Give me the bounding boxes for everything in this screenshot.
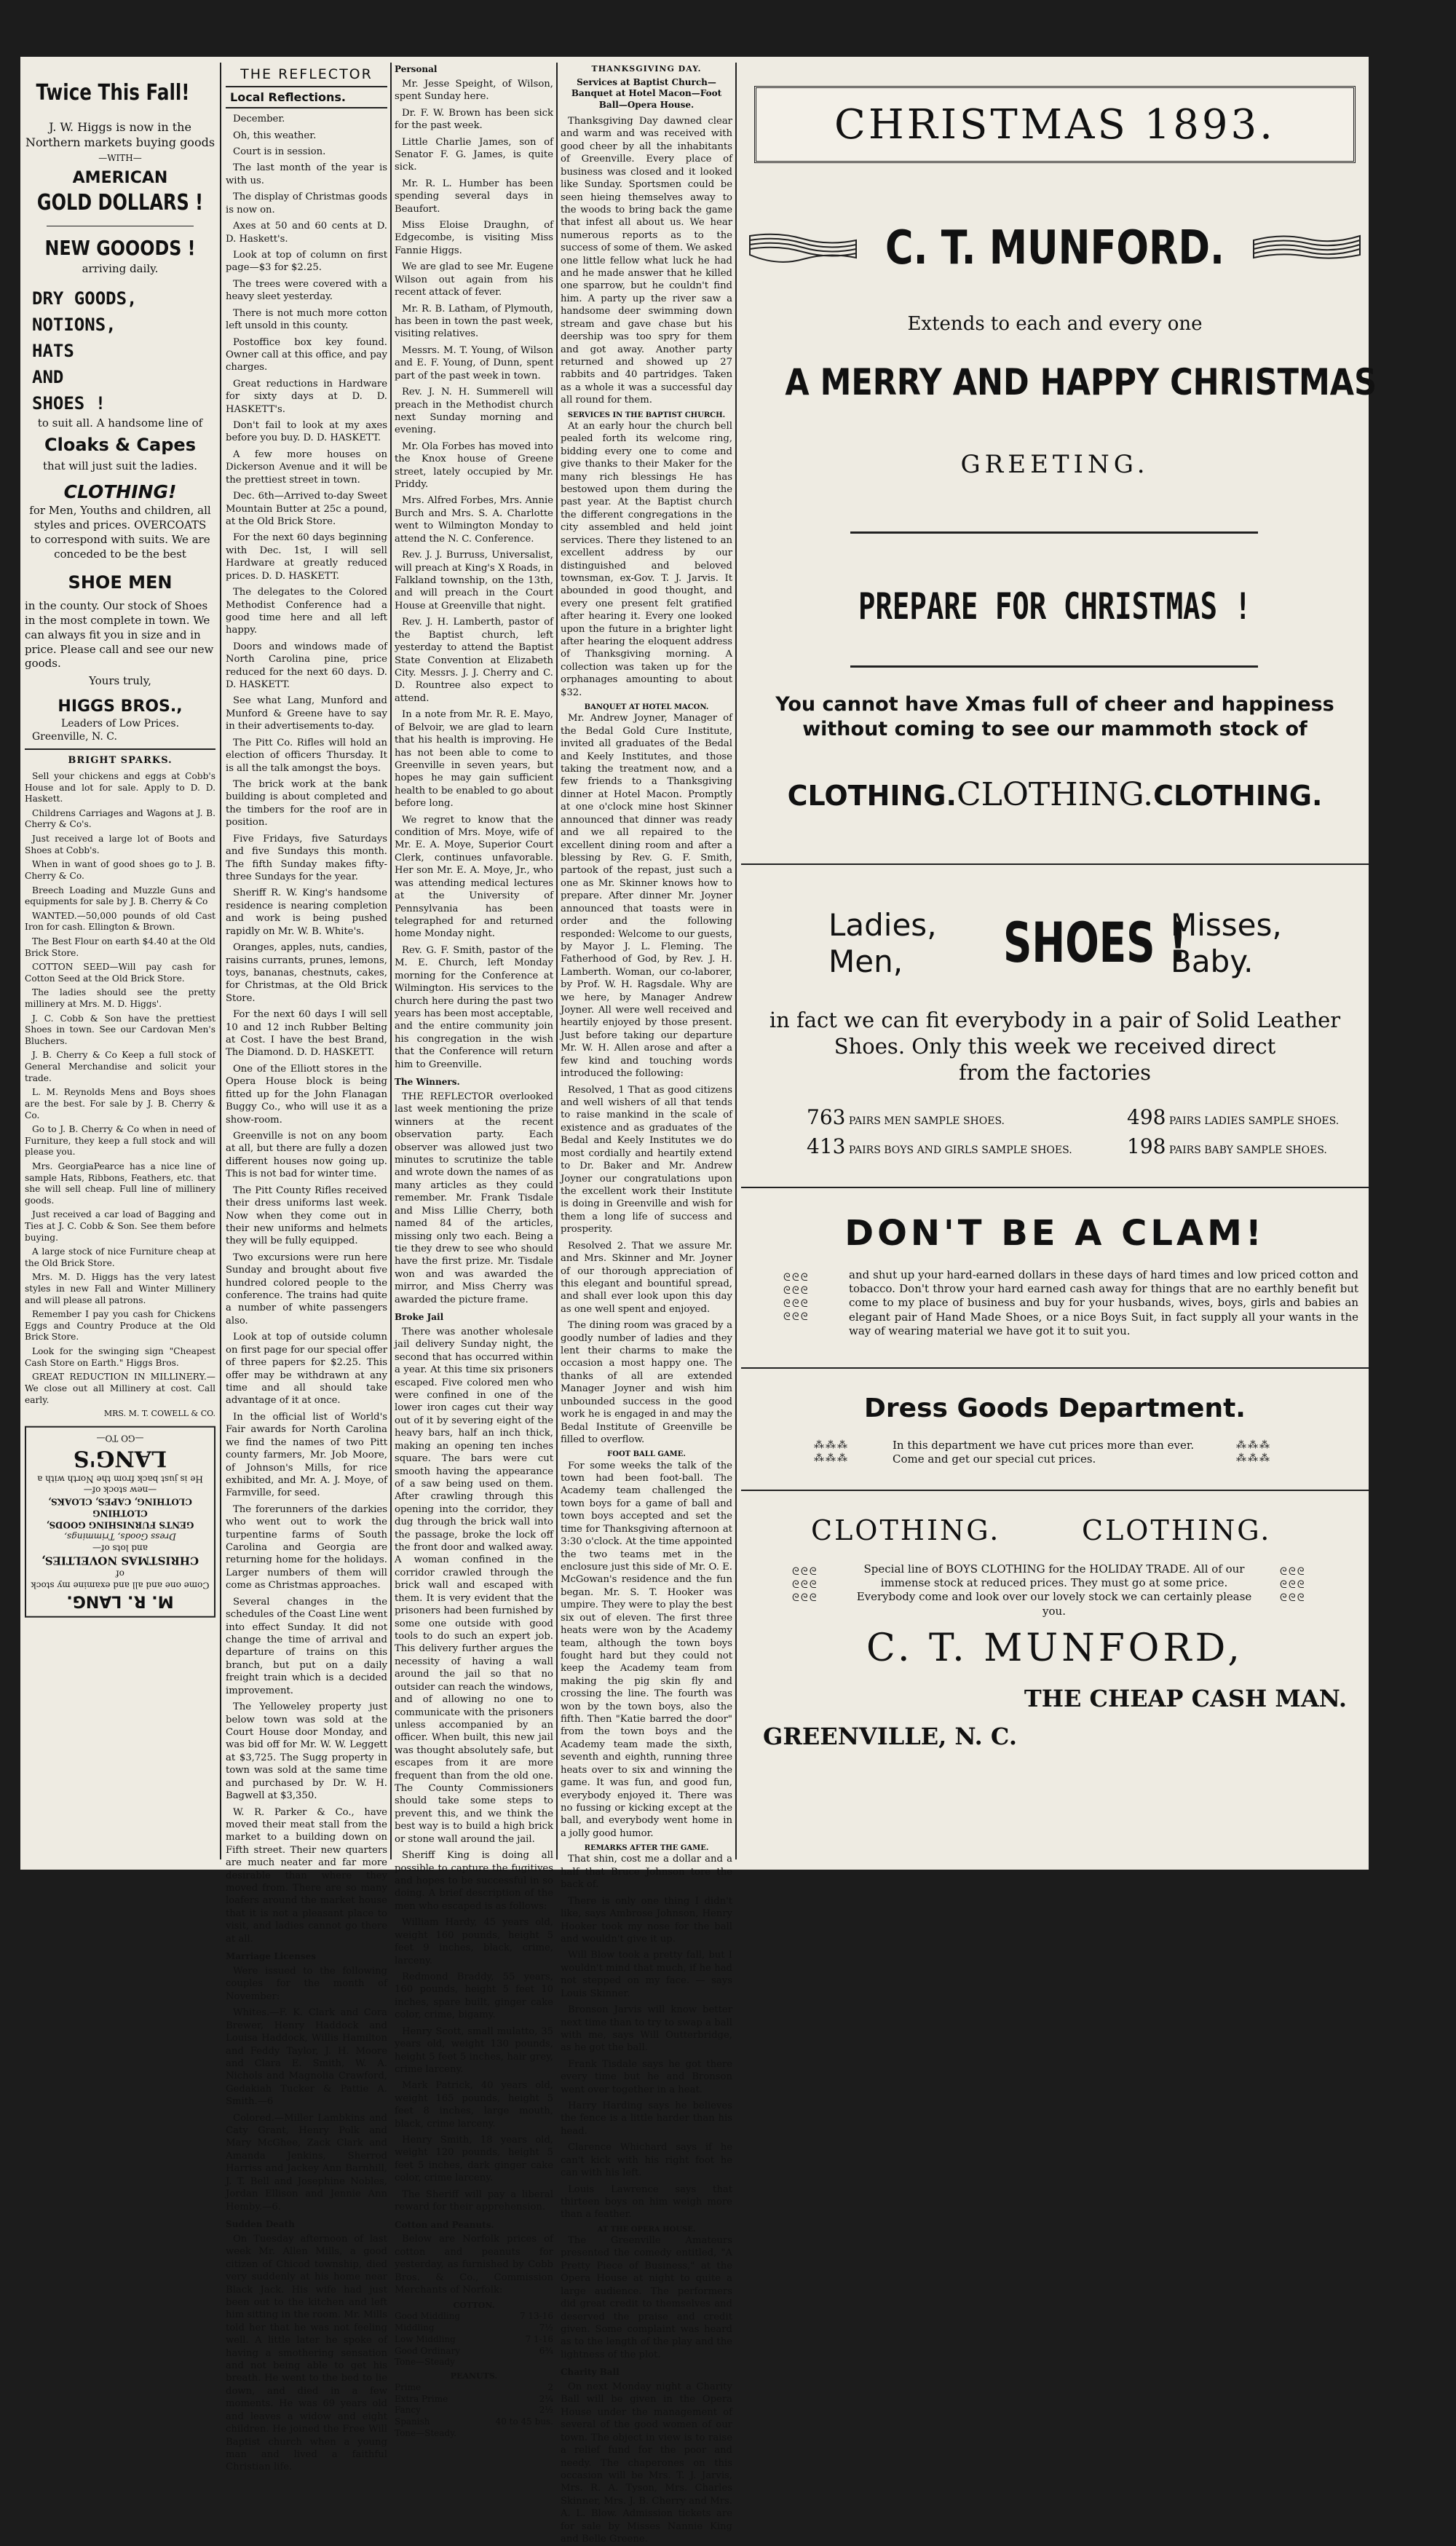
personal-item: Miss Eloise Draughn, of Edgecombe, is visiting Miss Fannie Higgs. <box>395 220 553 256</box>
subheading: AT THE OPERA HOUSE. <box>597 2225 696 2234</box>
article-text: At an early hour the church bell pealed forth its welcome ring, bidding every one to come and give thanks to their Maker for the many rich blessings He has bestowed upon them during the past year. At the Baptist church the different congregations in the city assembled and held joint services. There they listened to an excellent address by our distinguished and beloved townsman, ex-Gov. T. J. Jarvis. It abounded in good thought, and every one present felt gratified after hearing it. Every one looked upon the future in a brighter light after hearing the eloquent address of Thanksgiving morning. A collection was taken up for the orphanages amounting to about $32. <box>561 420 732 698</box>
spark-item: L. M. Reynolds Mens and Boys shoes are the best. For sale by J. B. Cherry & Co. <box>25 1087 215 1120</box>
personal-item: Messrs. M. T. Young, of Wilson and E. F. Young, of Dunn, spent part of the past week in town. <box>395 344 553 381</box>
higgs-intro: J. W. Higgs is now in the Northern markets buying goods <box>25 119 215 149</box>
clothing-row <box>741 776 1369 813</box>
clothing-word: CLOTHING. <box>956 776 1154 813</box>
local-reflections-column <box>226 63 387 2473</box>
price-row <box>395 2405 553 2416</box>
local-item: Two excursions were run here Sunday and brought about five hundred colored people to the conference. The trains had quite a number of white passengers also. <box>226 1252 387 1327</box>
local-items <box>226 113 387 1945</box>
thanksgiving-subhead: Services at Baptist Church—Banquet at Hotel Macon—Foot Ball—Opera House. <box>571 76 722 111</box>
peanuts-label: PEANUTS. <box>450 2371 498 2381</box>
american-label: AMERICAN <box>72 168 168 187</box>
shell-ornament-icon <box>783 1271 810 1324</box>
personal-item: Rev. J. N. H. Summerell will preach in the Methodist church next Sunday morning and evening. <box>395 387 553 436</box>
lang-name: M. R. LANG. <box>66 1592 174 1610</box>
hats: HATS <box>32 341 74 362</box>
price-value: 40 to 45 bus. <box>495 2416 553 2427</box>
sparks-list <box>25 771 215 1419</box>
price-value: 7½ <box>539 2322 553 2333</box>
banner-text: CHRISTMAS 1893. <box>834 100 1275 149</box>
price-row <box>395 2357 553 2368</box>
column-rule <box>390 63 392 1859</box>
article-text: For some weeks the talk of the town had been foot-ball. The Academy team challenged the town boys for a game of ball and town boys accepted and set the time for Thanksgiving afternoon at 3:30 o'clock. At the time appointed the two teams met in the enclosure just this side of Mr. O. E. McGowan's residence and the fun began. Mr. S. T. Hooker was umpire. They were to play the best six out of eleven. The first three heats were won by the Academy team, although the town boys fought hard but they could not keep the Academy team from making the pig skin fly and crossing the line. The fourth was won by the town boys, also the fifth. Then "Katie barred the door" from the town boys and the Academy team made the sixth, seventh and eighth, running three heats over to six and winning the game. It was fun, and good fun, everybody enjoyed it. There was no fussing or kicking except at the ball, and everybody went home in a jolly good humor. <box>561 1460 732 1839</box>
higgs-advertisement-column <box>25 63 215 1862</box>
lang-line: CLOTHING, CAPES, CLOAKS, <box>48 1497 192 1508</box>
spark-item: The ladies should see the pretty millinery at Mrs. M. D. Higgs'. <box>25 987 215 1010</box>
spark-item: Go to J. B. Cherry & Co when in need of Furniture, they keep a full stock and will please you. <box>25 1124 215 1158</box>
local-item: Axes at 50 and 60 cents at D. D. Haskett's. <box>226 221 387 245</box>
count-number: 198 <box>1127 1134 1166 1158</box>
lang-line: —new stock of— <box>83 1485 157 1496</box>
local-item: Postoffice box key found. Owner call at this office, and pay charges. <box>226 336 387 373</box>
local-item: Greenville is not on any boom at all, but there are fully a dozen different houses now going up. This is not bad for winter time. <box>226 1130 387 1180</box>
gold-dollars: GOLD DOLLARS ! <box>36 189 204 216</box>
local-item: See what Lang, Munford and Munford & Greene have to say in their advertisements to-day. <box>226 695 387 732</box>
price-value: 7 13-16 <box>519 2311 553 2322</box>
marriage-text: Were issued to the following couples for the month of November: <box>226 1965 387 2002</box>
jail-text: The Sheriff will pay a liberal reward for their apprehension. <box>395 2189 553 2213</box>
greeting: GREETING. <box>960 450 1150 479</box>
marriage-text: Whites.—F. K. Clark and Cora Brewer, Henry Haddock and Louisa Haddock, Willis Hamilton and Feddy Taylor, J. H. Moore and Clara E. Smith, W. A. Nichols and Magnolia Crawford, Gedakiah Tucker & Pattie A. Smith.—6 <box>226 2007 387 2108</box>
personal-column <box>395 63 553 2438</box>
jail-text: Redmond Braddy, 55 years, 160 pounds, height 5 feet 10 inches, spare built, ginger cake color, crime, bigamy. <box>395 1971 553 2021</box>
count-label: PAIRS BABY SAMPLE SHOES. <box>1168 1144 1327 1156</box>
spark-item: Remember I pay you cash for Chickens Eggs and Country Produce at the Old Brick Store. <box>25 1309 215 1343</box>
personal-item: Mr. R. L. Humber has been spending several days in Beaufort. <box>395 178 553 215</box>
and-label: AND <box>32 367 64 388</box>
local-item: The forerunners of the darkies who went out to work the turpentine farms of South Carolina and Georgia are returning home for the holidays. Larger numbers of them will come as Christmas approaches. <box>226 1503 387 1592</box>
jail-text: There was another wholesale jail delivery Sunday night, the second that has occurred within a year. At this time six prisoners escaped. Five colored men who were confined in one of the lower iron cages cut their way out of it by severing eight of the heavy bars, half an inch thick, making an opening ten inches square. The bars were cut smooth having the appearance of a saw being used on them. After crawling through this opening into the corridor, they dug through the brick wall into the passage, broke the lock off the front door and walked away. A woman confined in the corridor crawled through the brick wall and escaped with them. It is very evident that the prisoners had been furnished by some one outside with good tools to do such an expert job. This delivery further argues the necessity of having a wall around the jail so that no outsider can reach the windows, and of allowing no one to communicate with the prisoners unless accompanied by an officer. When built, this new jail was thought absolutely safe, but escapes from it are more frequent than from the old one. The County Commissioners should take some steps to prevent this, and we think the best way is to build a high brick or stone wall around the jail. <box>395 1326 553 1845</box>
column-rule <box>220 63 221 1859</box>
dot-glyphs: ⁂⁂⁂ <box>1236 1439 1271 1451</box>
christmas-banner <box>754 86 1356 163</box>
lang-line: Dress Goods, Trimmings, <box>64 1531 176 1542</box>
suit-ladies: that will just suit the ladies. <box>43 459 197 473</box>
thanksgiving-column <box>561 63 732 2545</box>
local-item: The Pitt Co. Rifles will hold an election of officers Thursday. It is all the talk amongst the boys. <box>226 737 387 774</box>
greenville-footer: GREENVILLE, N. C. <box>763 1723 1017 1750</box>
count-men <box>807 1105 1005 1129</box>
misses-baby <box>1171 907 1282 981</box>
ornament-left-icon <box>814 1439 849 1465</box>
price-value: 2 <box>547 2381 553 2392</box>
marriage-heading: Marriage Licenses <box>226 1951 317 1962</box>
article-text: Mr. Andrew Joyner, Manager of the Bedal Gold Cure Institute, invited all graduates of the Bedal and Keely Institutes, and those taking the treatment now, and a few friends to a Thanksgiving dinner at Hotel Macon. Promptly at one o'clock mine host Skinner announced that dinner was ready and we all repaired to the excellent dining room and after a blessing by Rev. G. F. Smith, partook of the repast, just such a one as Mr. Skinner knows how to prepare. After dinner Mr. Joyner announced that toasts were in order and the following responded: Welcome to our guests, by Mayor J. L. Fleming. The Fatherhood of God, by Rev. J. H. Lamberth. Woman, our co-laborer, by Prof. W. H. Ragsdale. Why are we here, by Manager Andrew Joyner. All were well received and heartily enjoyed by those present. Just before taking our departure Mr. W. H. Allen arose and after a few kind and touching words introduced the following: <box>561 713 732 1080</box>
xmas-line-2: without coming to see our mammoth stock of <box>802 718 1307 740</box>
price-row <box>395 2311 553 2322</box>
lang-advertisement-inverted <box>25 1426 215 1618</box>
price-row <box>395 2428 553 2440</box>
local-item: Look at top of outside column on first page for our special offer of three papers for $2.25. This offer may be withdrawn at any time and all should take advantage of it at once. <box>226 1332 387 1407</box>
death-heading: Sudden Death <box>226 2218 295 2229</box>
thanksgiving-heading: THANKSGIVING DAY. <box>591 64 702 74</box>
local-item: The last month of the year is with us. <box>226 162 387 186</box>
price-value: 7 1-16 <box>525 2333 553 2344</box>
cheap-cash-man: THE CHEAP CASH MAN. <box>1024 1685 1347 1712</box>
article-text: That shin, cost me a dollar and a half that Bruce Johnson tore the back of. <box>561 1854 732 1891</box>
extends-text: Extends to each and every one <box>907 313 1203 335</box>
notions: NOTIONS, <box>32 315 116 336</box>
ladies-men <box>828 907 937 981</box>
price-label: Tone—Steady <box>395 2357 455 2368</box>
count-label: PAIRS LADIES SAMPLE SHOES. <box>1168 1115 1340 1127</box>
spark-item: Sell your chickens and eggs at Cobb's House and lot for sale. Apply to D. D. Haskett. <box>25 771 215 804</box>
price-value: 2½ <box>539 2405 553 2416</box>
personal-item: We regret to know that the condition of Mrs. Moye, wife of Mr. E. A. Moye, Superior Court Clerk, continues unfavorable. Her son Mr. E. A. Moye, Jr., who was attending medical lectures at the University of Pennsylvania has been telegraphed for and returned home Monday night. <box>395 814 553 940</box>
personal-item: Little Charlie James, son of Senator F. G. James, is quite sick. <box>395 136 553 173</box>
spark-item: Mrs. M. D. Higgs has the very latest styles in new Fall and Winter Millinery and will please all patrons. <box>25 1272 215 1305</box>
local-item: The brick work at the bank building is about completed and the timbers for the roof are in position. <box>226 779 387 829</box>
personal-item: Rev. G. F. Smith, pastor of the M. E. Church, left Monday morning for the Conference at Wilmington. His services to the church here during the past two years has been most acceptable, and the entire community join his congregation in the wish that the Conference will return him to Greenville. <box>395 944 553 1070</box>
shell-glyphs: ᘓᘓᘓ <box>783 1311 810 1323</box>
baby: Baby. <box>1171 944 1254 980</box>
bright-sparks: BRIGHT SPARKS. <box>68 754 173 766</box>
article-text: The dining room was graced by a goodly number of ladies and they lent their charms to make the occasion a most happy one. The thanks of all are extended Manager Joyner and wish him unbounded success in the good work he is engaged in and may the Bedal Institute of Greenville be filled to overflow. <box>561 1320 732 1445</box>
jail-text: Mark Patrick, 40 years old, weight 165 pounds, height 5 feet 8 inches, large mouth, black, crime larceny. <box>395 2080 553 2130</box>
local-item: For the next 60 days I will sell 10 and 12 inch Rubber Belting at Cost. I have the best Brand, The Diamond. D. D. HASKETT. <box>226 1009 387 1059</box>
greenville: Greenville, N. C. <box>32 731 117 743</box>
jail-text: Henry Scott, small mulatto, 35 years old, weight 130 pounds, height 5 feet 5 inches, hair grey, crime larceny. <box>395 2025 553 2075</box>
subheading: SERVICES IN THE BAPTIST CHURCH. <box>567 411 726 419</box>
article-text: Clarence Whichard says if he can't kick with his right foot he can with his left. <box>561 2142 732 2179</box>
spark-item: J. B. Cherry & Co Keep a full stock of General Merchandise and solicit your trade. <box>25 1050 215 1083</box>
spark-item: When in want of good shoes go to J. B. Cherry & Co. <box>25 859 215 881</box>
divider <box>25 748 215 750</box>
spark-item: Just received a car load of Bagging and Ties at J. C. Cobb & Son. See them before buying. <box>25 1209 215 1243</box>
merry-christmas: A MERRY AND HAPPY CHRISTMAS <box>785 361 1377 403</box>
spark-item: Mrs. GeorgiaPearce has a nice line of sample Hats, Ribbons, Feathers, etc. that she will sell cheap. Full line of millinery goods. <box>25 1161 215 1206</box>
local-item: One of the Elliott stores in the Opera House block is being fitted up for the John Flanagan Buggy Co., who will use it as a show-room. <box>226 1063 387 1126</box>
local-item: The delegates to the Colored Methodist Conference had a good time here and all left happy. <box>226 587 387 636</box>
local-item: The trees were covered with a heavy sleet yesterday. <box>226 278 387 303</box>
article-text: Harry Harding says he believes the fence is a little harder than his head. <box>561 2100 732 2137</box>
shoes-row <box>741 907 1369 995</box>
price-label: Tone—Steady. <box>395 2427 457 2438</box>
local-item: December. <box>233 114 285 125</box>
subheading: BANQUET AT HOTEL MACON. <box>584 703 709 712</box>
local-item: The display of Christmas goods is now on. <box>226 191 387 216</box>
clothing-word: CLOTHING. <box>787 780 957 812</box>
spark-item: Look for the swinging sign "Cheapest Cash Store on Earth." Higgs Bros. <box>25 1346 215 1368</box>
divider <box>741 1490 1369 1491</box>
spark-item: The Best Flour on earth $4.40 at the Old Brick Store. <box>25 936 215 958</box>
article-text: Louis Lawrence says that thirteen boys on him weigh more than a feather. <box>561 2183 732 2221</box>
spark-item: COTTON SEED—Will pay cash for Cotton Seed at the Old Brick Store. <box>25 962 215 984</box>
prepare-christmas: PREPARE FOR CHRISTMAS ! <box>858 585 1252 628</box>
local-item: The Pitt County Rifles received their dress uniforms last week. Now when they come out in their new uniforms and helmets they will be fully equipped. <box>226 1185 387 1247</box>
price-label: Good Ordinary <box>395 2345 461 2356</box>
price-row <box>395 2346 553 2357</box>
article-text: Will Blow took a pretty fall, but I wouldn't mind that much, if he had not stepped on my face. — says Louis Skinner. <box>561 1950 732 1999</box>
munford-name: C. T. MUNFORD. <box>885 221 1224 275</box>
lang-line: Come one and all and examine my stock of <box>31 1569 210 1591</box>
local-item: Dec. 6th—Arrived to-day Sweet Mountain Butter at 25c a pound, at the Old Brick Store. <box>226 491 387 527</box>
price-value: 6¾ <box>539 2345 553 2356</box>
clothing-word: CLOTHING. <box>811 1514 1001 1546</box>
cotton-text: Below are Norfolk prices of cotton and peanuts for yesterday, as furnished by Cobb Bros. & Co., Commission Merchants of Norfolk: <box>395 2234 553 2296</box>
shell-glyphs: ᘓᘓᘓ <box>1280 1579 1306 1591</box>
personal-heading: Personal <box>395 64 438 74</box>
masthead: THE REFLECTOR <box>226 66 387 87</box>
yours-truly: Yours truly, <box>89 674 151 688</box>
column-rule <box>735 63 737 1859</box>
shell-glyphs: ᘓᘓᘓ <box>792 1579 818 1591</box>
dry-goods: DRY GOODS, <box>32 288 138 309</box>
count-boys <box>807 1134 1072 1158</box>
article-text: Resolved, 1 That as good citizens and well wishers of all that tends to raise mankind in the scale of existence and as graduates of the Bedal and Keely Institutes we do most cordially and heartily extend to Dr. Baker and Mr. Andrew Joyner our congratulations upon the excellent work their Institute is doing in Greenville and wish for them a long life of success and prosperity. <box>561 1084 732 1236</box>
personal-items <box>395 78 553 1071</box>
price-value: 2¼ <box>539 2393 553 2404</box>
shell-glyphs: ᘓᘓᘓ <box>792 1592 818 1604</box>
suit-all: to suit all. A handsome line of <box>37 416 203 430</box>
personal-item: Mr. Ola Forbes has moved into the Knox house of Greene street, lately occupied by Mr. Priddy. <box>395 440 553 491</box>
price-row <box>395 2382 553 2394</box>
cotton-prices <box>395 2311 553 2368</box>
death-text: On Tuesday afternoon of last week Mr. Allen Mills, a good citizen of Chicod township, died very suddenly at his home near Black Jack. His wife had just been out to the kitchen and left him sitting in the room. Mr. Mills told her that he was not feeling well. A little later he spoke of having a smothering sensation and not being able to get his breath. He went to the bed to lie down, and died in a few moments. He was 69 years old and leaves a widow and eight children. He joined the Free Will Baptist church when a young man and lived a faithful Christian life. <box>226 2233 387 2473</box>
divider <box>741 1187 1369 1188</box>
local-item: Oh, this weather. <box>233 130 317 141</box>
peanut-prices <box>395 2382 553 2440</box>
dress-goods-text: In this department we have cut prices more than ever. Come and get our special cut prices. <box>893 1439 1195 1466</box>
local-item: For the next 60 days beginning with Dec. 1st, I will sell Hardware at greatly reduced prices. D. D. HASKETT. <box>226 532 387 582</box>
munford-advertisement <box>741 57 1377 1870</box>
local-item: W. R. Parker & Co., have moved their meat stall from the market to a building down on Fifth street. Their new quarters are much neater and far more desirable than where they moved from. There are so many loafers around the market house that it is not a pleasant place to visit, and ladies cannot go there at all. <box>226 1806 387 1945</box>
cotton-label: COTTON. <box>453 2300 495 2310</box>
shoes-big: SHOES ! <box>1003 910 1187 975</box>
article-text: There is only one thing I didn't like, says Ambrose Johnson, Henry Hooker took my nose for the ball and wouldn't give it up. <box>561 1895 732 1945</box>
newspaper-page <box>20 57 1377 2545</box>
spark-item: J. C. Cobb & Son have the prettiest Shoes in town. See our Cardovan Men's Bluchers. <box>25 1013 215 1046</box>
count-baby <box>1127 1134 1327 1158</box>
lang-line: and lots of— <box>92 1543 148 1554</box>
ornament-right-icon <box>1280 1565 1306 1605</box>
subheading: FOOT BALL GAME. <box>607 1450 686 1459</box>
price-label: Spanish <box>395 2416 430 2427</box>
arriving-daily: arriving daily. <box>82 262 159 276</box>
count-number: 763 <box>807 1105 846 1129</box>
local-item: Oranges, apples, nuts, candies, raisins currants, prunes, lemons, toys, bananas, chestnuts, cakes, for Christmas, at the Old Brick Store. <box>226 942 387 1004</box>
price-row <box>395 2334 553 2346</box>
clam-text: and shut up your hard-earned dollars in these days of hard times and low priced cotton and tobacco. Don't throw your hard earned cash away for things that are no earthly benefit but come to my place of business and buy for your husbands, wives, boys, girls and babies an elegant pair of Hand Made Shoes, or a nice Boys Suit, in fact supply all your wants in the way of wearing material we have got it to suit you. <box>849 1268 1358 1337</box>
lang-title: LANG'S <box>73 1445 167 1471</box>
spark-item: GREAT REDUCTION IN MILLINERY.—We close out all Millinery at cost. Call early. <box>25 1372 215 1405</box>
fit-line-1: in fact we can fit everybody in a pair of Solid Leather <box>769 1008 1341 1032</box>
divider <box>850 665 1258 668</box>
count-ladies <box>1127 1105 1339 1129</box>
price-row <box>395 2394 553 2405</box>
cotton-heading: Cotton and Peanuts. <box>395 2219 494 2230</box>
price-label: Fancy <box>395 2405 421 2416</box>
local-item: Look at top of column on first page—$3 for $2.25. <box>226 249 387 274</box>
shell-glyphs: ᘓᘓᘓ <box>1280 1566 1306 1578</box>
higgs-bros: HIGGS BROS., <box>58 697 183 716</box>
winners-text: THE REFLECTOR overlooked last week mentioning the prize winners at the recent observation party. Each observer was allowed just two minutes to scrutinize the table and wrote down the names of as many articles as they could remember. Mr. Frank Tisdale and Miss Lillie Cherry, both named 84 of the articles, missing only two each. Being a tie they drew to see who should have the first prize. Mr. Tisdale won and was awarded the mirror, and Miss Cherry was awarded the picture frame. <box>395 1091 553 1305</box>
ornament-left-icon <box>792 1565 818 1605</box>
lang-line: GENTS FURNISHING GOODS, CLOTHING <box>46 1508 194 1530</box>
dot-glyphs: ⁂⁂⁂ <box>814 1452 849 1464</box>
ladies: Ladies, <box>828 907 937 943</box>
lang-line: —GO TO— <box>96 1434 144 1444</box>
shell-glyphs: ᘓᘓᘓ <box>783 1298 810 1310</box>
jail-text: Sheriff King is doing all possible to capture the fugitives and hopes to be successful in so doing. A brief description of the men who escaped is as follows: <box>395 1850 553 1912</box>
local-item: Court is in session. <box>233 146 326 158</box>
subheading: REMARKS AFTER THE GAME. <box>584 1844 709 1853</box>
count-number: 498 <box>1127 1105 1166 1129</box>
new-goods: NEW GOOODS ! <box>44 236 196 261</box>
article-text: On next Monday night a Charity Ball will be given in the Opera House under the management of several of the good women of our town. The object in view is to raise a relief fund for the poor and needy. The chaperones on this occasion will be Mrs. T. J. Jarvis, Mrs. R. A. Tyson, Mrs. Charles Skinner, Mrs. J. B. Cherry and Mrs. A. L. Blow. Admission tickets are for sale by Misses Nannie King and Belle Greene. <box>561 2381 732 2545</box>
xmas-line-1: You cannot have Xmas full of cheer and happiness <box>775 693 1334 716</box>
local-item: Sheriff R. W. King's handsome residence is nearing completion and work is being pushed rapidly on Mr. W. B. White's. <box>226 887 387 937</box>
broke-jail-heading: Broke Jail <box>395 1312 444 1323</box>
clothing-word: CLOTHING. <box>1082 1514 1272 1546</box>
local-item: The Yelloweley property just below town was sold at the Court House door Monday, and was bid off for Mr. W. W. Leggett at $3,725. The Sugg property in town was sold at the same time and purchased by Dr. W. H. Bagwell at $3,350. <box>226 1701 387 1802</box>
munford-name-footer: C. T. MUNFORD, <box>866 1626 1243 1670</box>
twice-headline: Twice This Fall! <box>36 80 190 106</box>
cloaks-capes: Cloaks & Capes <box>44 434 196 455</box>
local-item: Five Fridays, five Saturdays and five Sundays this month. The fifth Sunday makes fifty-three Sundays for the year. <box>226 833 387 882</box>
shoes: SHOES ! <box>32 393 106 414</box>
spark-item: A large stock of nice Furniture cheap at the Old Brick Store. <box>25 1246 215 1268</box>
fit-line-3: from the factories <box>958 1060 1152 1085</box>
count-label: PAIRS MEN SAMPLE SHOES. <box>848 1115 1005 1127</box>
divider <box>741 1367 1369 1369</box>
personal-item: Mrs. Alfred Forbes, Mrs. Annie Burch and Mrs. S. A. Charlotte went to Wilmington Monday to attend the N. C. Conference. <box>395 495 553 545</box>
misses: Misses, <box>1171 907 1282 943</box>
goods-list <box>25 285 215 416</box>
with-label: —WITH— <box>98 152 142 163</box>
personal-item: In a note from Mr. R. E. Mayo, of Belvoir, we are glad to learn that his health is improving. He has not been able to come to Greenville in seven years, but hopes he may gain sufficient health to be enabled to go about before long. <box>395 709 553 810</box>
leaders: Leaders of Low Prices. <box>60 717 180 730</box>
dot-glyphs: ⁂⁂⁂ <box>814 1439 849 1451</box>
price-row <box>395 2416 553 2428</box>
shell-glyphs: ᘓᘓᘓ <box>1280 1592 1306 1604</box>
article-text: Thanksgiving Day dawned clear and warm and was received with good cheer by all the inhabitants of Greenville. Every place of business was closed and it looked like Sunday. Sportsmen could be seen hieing themselves away to the woods to bring back the game that infest all about us. We hear numerous reports as to the success of some of them. We asked one little fellow what luck he had and he made answer that he killed one sparrow, but he couldn't find him. A party up the river saw a handsome deer swimming down stream and gave chase but his deership was too spry for them and got away. Another party returned and showed up 27 rabbits and 40 partridges. Taken as a whole it was a successful day all round for them. <box>561 116 732 406</box>
dot-glyphs: ⁂⁂⁂ <box>1236 1452 1271 1464</box>
local-item: A few more houses on Dickerson Avenue and it will be the prettiest street in town. <box>226 448 387 486</box>
dress-goods-heading: Dress Goods Department. <box>864 1393 1246 1423</box>
personal-item: Mr. R. B. Latham, of Plymouth, has been in town the past week, visiting relatives. <box>395 303 553 340</box>
divider <box>741 863 1369 865</box>
lang-line: He is just back from the North with a <box>37 1474 203 1484</box>
local-item: Several changes in the schedules of the Coast Line went into effect Sunday. It did not change the time of arrival and departure of trains on this branch, but put on a daily freight train which is a decided improvement. <box>226 1596 387 1696</box>
personal-item: Rev. J. H. Lamberth, pastor of the Baptist church, left yesterday to attend the Baptist State Convention at Elizabeth City. Messrs. J. J. Cherry and C. D. Rountree also expect to attend. <box>395 617 553 704</box>
fit-line-2: Shoes. Only this week we received direct <box>834 1034 1276 1059</box>
clothing-desc: for Men, Youths and children, all styles and prices. OVERCOATS to correspond with suits. We are conceded to be the best <box>29 504 211 561</box>
spark-item: Just received a large lot of Boots and Shoes at Cobb's. <box>25 834 215 855</box>
shell-glyphs: ᘓᘓᘓ <box>792 1566 818 1578</box>
local-item: In the official list of World's Fair awards for North Carolina we find the names of two Pitt county farmers, Mr. Job Moore, of Johnson's Mills, for rice exhibited, and Mr. A. J. Moye, of Farmville, for seed. <box>226 1411 387 1499</box>
count-label: PAIRS BOYS AND GIRLS SAMPLE SHOES. <box>848 1144 1072 1156</box>
local-item: Great reductions in Hardware for sixty days at D. D. HASKETT's. <box>226 378 387 415</box>
marriage-text: Colored.—Miller Lambkins and Caty Grant, Henry Polk and Mary McGhee, Zack Clark and Amanda Jenkins, Sherrod Harriss and Jackey Ann Barnhill, J. T. Bell and Josephine Nobles, Jordan Ellison and Jennie Ann Hemby.—6. <box>226 2112 387 2213</box>
men: Men, <box>828 944 903 980</box>
article-text: Frank Tisdale says he got there every time but he and Bronson went over together in a heat. <box>561 2058 732 2095</box>
jail-text: Henry Smith, 18 years old, weight 120 pounds, height 5 feet 5 inches, dark ginger cake color, crime larceny. <box>395 2135 553 2184</box>
spark-item: WANTED.—50,000 pounds of old Cast Iron for cash. Ellington & Brown. <box>25 910 215 933</box>
clothing-word: CLOTHING. <box>1153 780 1323 812</box>
price-row <box>395 2322 553 2334</box>
shell-glyphs: ᘓᘓᘓ <box>783 1272 810 1284</box>
local-item: There is not much more cotton left unsold in this county. <box>226 307 387 332</box>
personal-item: Dr. F. W. Brown has been sick for the past week. <box>395 107 553 132</box>
spark-item: Childrens Carriages and Wagons at J. B. Cherry & Co's. <box>25 807 215 830</box>
boys-clothing-text: Special line of BOYS CLOTHING for the HOLIDAY TRADE. All of our immense stock at reduced prices. They must go at some price. Everybody come and look over our lovely stock we can certainly please you. <box>856 1562 1252 1618</box>
column-rule <box>556 63 558 1859</box>
charity-heading: Charity Ball <box>561 2367 620 2378</box>
count-number: 413 <box>807 1134 846 1158</box>
local-item: Don't fail to look at my axes before you buy. D. D. HASKETT. <box>226 420 387 444</box>
cowell-signature: MRS. M. T. COWELL & CO. <box>103 1409 215 1419</box>
shoe-men: SHOE MEN <box>68 572 173 593</box>
divider <box>850 531 1258 534</box>
article-text: Resolved 2. That we assure Mr. and Mrs. Skinner and Mr. Joyner of our thorough appreciation of this elegant and bountiful spread, and shall ever look upon this day as one well spent and enjoyed. <box>561 1240 732 1315</box>
article-text: Bronson Jarvis will know better next time than to try to swap a ball with me, says Will Outterbridge, as he got the ball. <box>561 2004 732 2054</box>
price-label: Middling <box>395 2322 435 2333</box>
winners-heading: The Winners. <box>395 1077 460 1088</box>
price-label: Low Middling <box>395 2333 456 2344</box>
section-title: Local Reflections. <box>226 87 387 108</box>
personal-item: Rev. J. J. Burruss, Universalist, will preach at King's X Roads, in Falkland township, on the 13th, and will preach in the Court House at Greenville that night. <box>395 550 553 612</box>
price-label: Extra Prime <box>395 2393 448 2404</box>
local-item: Doors and windows made of North Carolina pine, price reduced for the next 60 days. D. D. HASKETT. <box>226 641 387 691</box>
personal-item: We are glad to see Mr. Eugene Wilson out again from his recent attack of fever. <box>395 261 553 299</box>
shell-glyphs: ᘓᘓᘓ <box>783 1285 810 1297</box>
personal-item: Mr. Jesse Speight, of Wilson, spent Sunday here. <box>395 78 553 103</box>
spark-item: Breech Loading and Muzzle Guns and equipments for sale by J. B. Cherry & Co <box>25 885 215 907</box>
article-text: The Greenville Amateurs presented the comedy entitled, "A Pretty Piece of Business," at the Opera House at night to quite a large audience. The performers did great credit to themselves and deserved the praise and credit given. Some complaint was heard as to the length of the play and the lightness of the plot. <box>561 2235 732 2360</box>
clam-heading: DON'T BE A CLAM! <box>844 1213 1265 1254</box>
county-text: in the county. Our stock of Shoes in the most complete in town. We can always fit you in size and in price. Please call and see our new goods. <box>25 599 214 671</box>
price-label: Good Middling <box>395 2311 461 2322</box>
lang-line: CHRISTMAS NOVELTIES, <box>41 1554 199 1568</box>
price-label: Prime <box>395 2381 422 2392</box>
ornament-right-icon <box>1236 1439 1271 1465</box>
clothing: CLOTHING! <box>63 481 177 503</box>
jail-text: William Hardy, 45 years old, weight 160 pounds, height 5 feet 9 inches, black, crime, larceny. <box>395 1917 553 1966</box>
